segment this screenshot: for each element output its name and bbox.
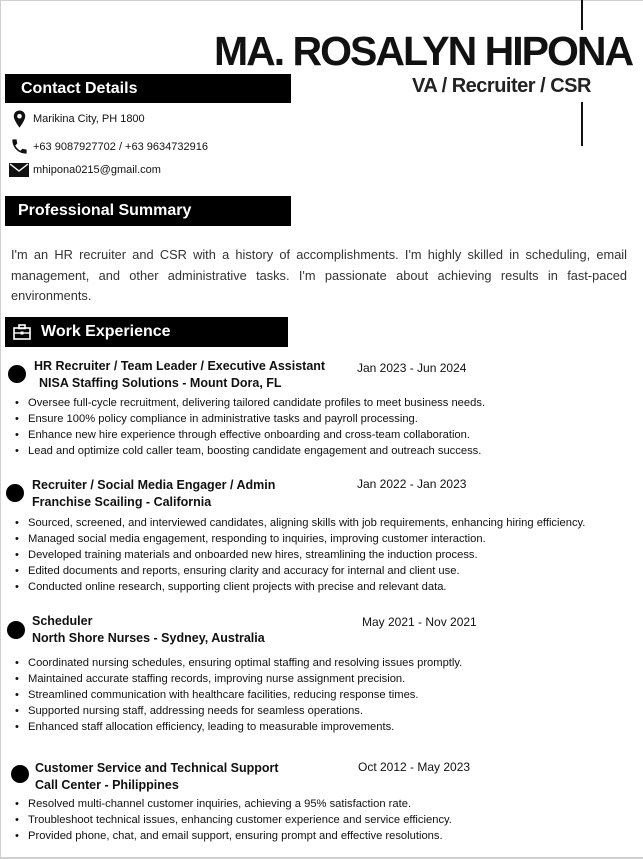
job-4-title: Customer Service and Technical Support [35,761,279,775]
job-1-bullet: • Lead and optimize cold caller team, boosting candidate engagement and outreach success. [15,443,635,459]
job-2-bullet: • Sourced, screened, and interviewed candidates, aligning skills with job requirements, enhancing hiring efficiency. [15,515,635,531]
job-3-bullets [15,655,635,735]
contact-location-text: Marikina City, PH 1800 [33,113,145,125]
contact-phone [9,137,208,156]
job-4-company: Call Center - Philippines [35,778,179,792]
contact-details-heading-label: Contact Details [21,79,138,97]
contact-email [9,163,161,177]
mail-icon [9,163,29,177]
job-4-bullet: • Troubleshoot technical issues, enhancing customer experience and service efficiency. [15,812,635,828]
candidate-subtitle: VA / Recruiter / CSR [412,75,591,97]
briefcase-icon [13,324,31,340]
location-pin-icon [9,110,29,128]
contact-location [9,110,145,128]
job-4-bullet: • Resolved multi-channel customer inquiries, achieving a 95% satisfaction rate. [15,796,635,812]
job-4-bullets [15,796,635,844]
header-divider-bottom [581,102,583,146]
job-1-company: NISA Staffing Solutions - Mount Dora, FL [39,376,282,390]
page-border-top [0,0,643,1]
professional-summary-heading [5,196,291,226]
job-4-bullet: • Provided phone, chat, and email support, ensuring prompt and effective resolutions. [15,828,635,844]
page-border-left [0,0,1,859]
job-2-bullet: • Managed social media engagement, responding to inquiries, improving customer interaction. [15,531,635,547]
job-1-bullet: • Ensure 100% policy compliance in administrative tasks and payroll processing. [15,411,635,427]
job-3-bullet: • Supported nursing staff, addressing needs for seamless operations. [15,703,635,719]
job-4-marker [11,765,29,783]
job-3-marker [7,621,25,639]
job-3-dates: May 2021 - Nov 2021 [362,615,477,629]
job-2-title: Recruiter / Social Media Engager / Admin [32,478,276,492]
job-3-bullet: • Streamlined communication with healthcare facilities, reducing response times. [15,687,635,703]
work-experience-heading [5,317,288,347]
job-1-dates: Jan 2023 - Jun 2024 [357,361,467,375]
phone-icon [9,137,29,156]
job-1-bullet: • Enhance new hire experience through effective onboarding and cross-team collaboration. [15,427,635,443]
contact-phone-text: +63 9087927702 / +63 9634732916 [33,140,208,153]
job-4-dates: Oct 2012 - May 2023 [358,760,471,774]
job-3-company: North Shore Nurses - Sydney, Australia [32,631,265,645]
contact-details-heading [5,74,291,103]
job-1-bullets [15,395,635,459]
candidate-name: MA. ROSALYN HIPONA [214,28,633,74]
job-2-company: Franchise Scailing - California [32,495,212,509]
job-2-marker [6,484,24,502]
job-2-bullets [15,515,635,595]
job-1-marker [8,365,26,383]
job-3-title: Scheduler [32,614,93,628]
job-2-bullet: • Developed training materials and onboarded new hires, streamlining the induction process. [15,547,635,563]
job-2-dates: Jan 2022 - Jan 2023 [357,477,467,491]
professional-summary-heading-label: Professional Summary [18,202,192,219]
job-1-bullet: • Oversee full-cycle recruitment, delivering tailored candidate profiles to meet business needs. [15,395,635,411]
job-2-bullet: • Conducted online research, supporting client projects with precise and relevant data. [15,579,635,595]
job-3-bullet: • Maintained accurate staffing records, improving nurse assignment precision. [15,671,635,687]
job-1-title: HR Recruiter / Team Leader / Executive Assistant [34,359,326,373]
job-3-bullet: • Coordinated nursing schedules, ensuring optimal staffing and resolving issues promptly. [15,655,635,671]
professional-summary-text: I'm an HR recruiter and CSR with a history of accomplishments. I'm highly skilled in scheduling, email management, and other administrative tasks. I'm passionate about achieving results in fast-paced environments. [11,247,627,303]
work-experience-heading-label: Work Experience [41,323,171,340]
contact-email-text: mhipona0215@gmail.com [33,164,161,176]
job-2-bullet: • Edited documents and reports, ensuring clarity and accuracy for internal and client use. [15,563,635,579]
job-3-bullet: • Enhanced staff allocation efficiency, leading to measurable improvements. [15,719,635,735]
